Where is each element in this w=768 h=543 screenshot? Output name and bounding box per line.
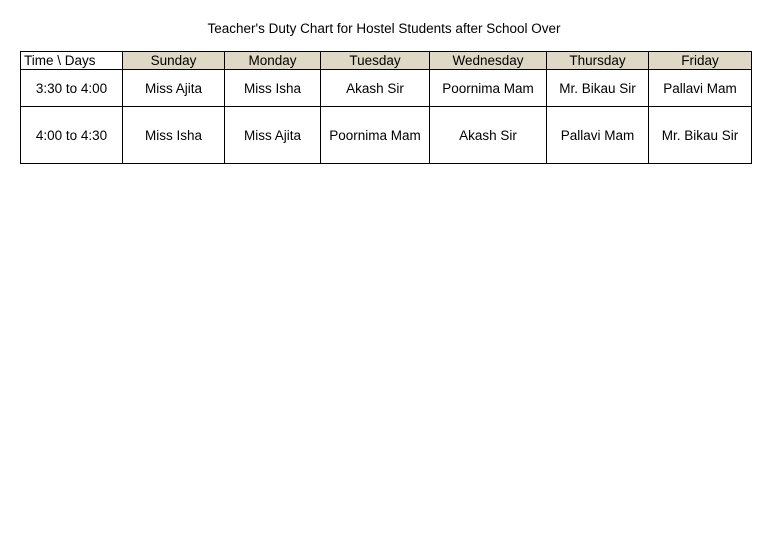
time-slot-cell: 4:00 to 4:30 [21,107,123,164]
duty-cell: Poornima Mam [430,70,547,107]
day-header-wednesday: Wednesday [430,52,547,70]
table-header-row [21,52,752,70]
day-header-friday: Friday [649,52,752,70]
document-title: Teacher's Duty Chart for Hostel Students after School Over [207,21,561,36]
duty-cell: Miss Isha [225,70,321,107]
day-header-tuesday: Tuesday [321,52,430,70]
time-slot-cell: 3:30 to 4:00 [21,70,123,107]
duty-cell: Poornima Mam [321,107,430,164]
corner-header: Time \ Days [21,52,123,70]
day-header-monday: Monday [225,52,321,70]
duty-cell: Miss Isha [123,107,225,164]
day-header-thursday: Thursday [547,52,649,70]
duty-chart-table [20,51,752,164]
table-row [21,70,752,107]
duty-cell: Miss Ajita [225,107,321,164]
day-header-sunday: Sunday [123,52,225,70]
table-row [21,107,752,164]
duty-cell: Pallavi Mam [649,70,752,107]
duty-cell: Akash Sir [430,107,547,164]
duty-cell: Pallavi Mam [547,107,649,164]
duty-cell: Miss Ajita [123,70,225,107]
duty-cell: Akash Sir [321,70,430,107]
duty-cell: Mr. Bikau Sir [649,107,752,164]
duty-cell: Mr. Bikau Sir [547,70,649,107]
